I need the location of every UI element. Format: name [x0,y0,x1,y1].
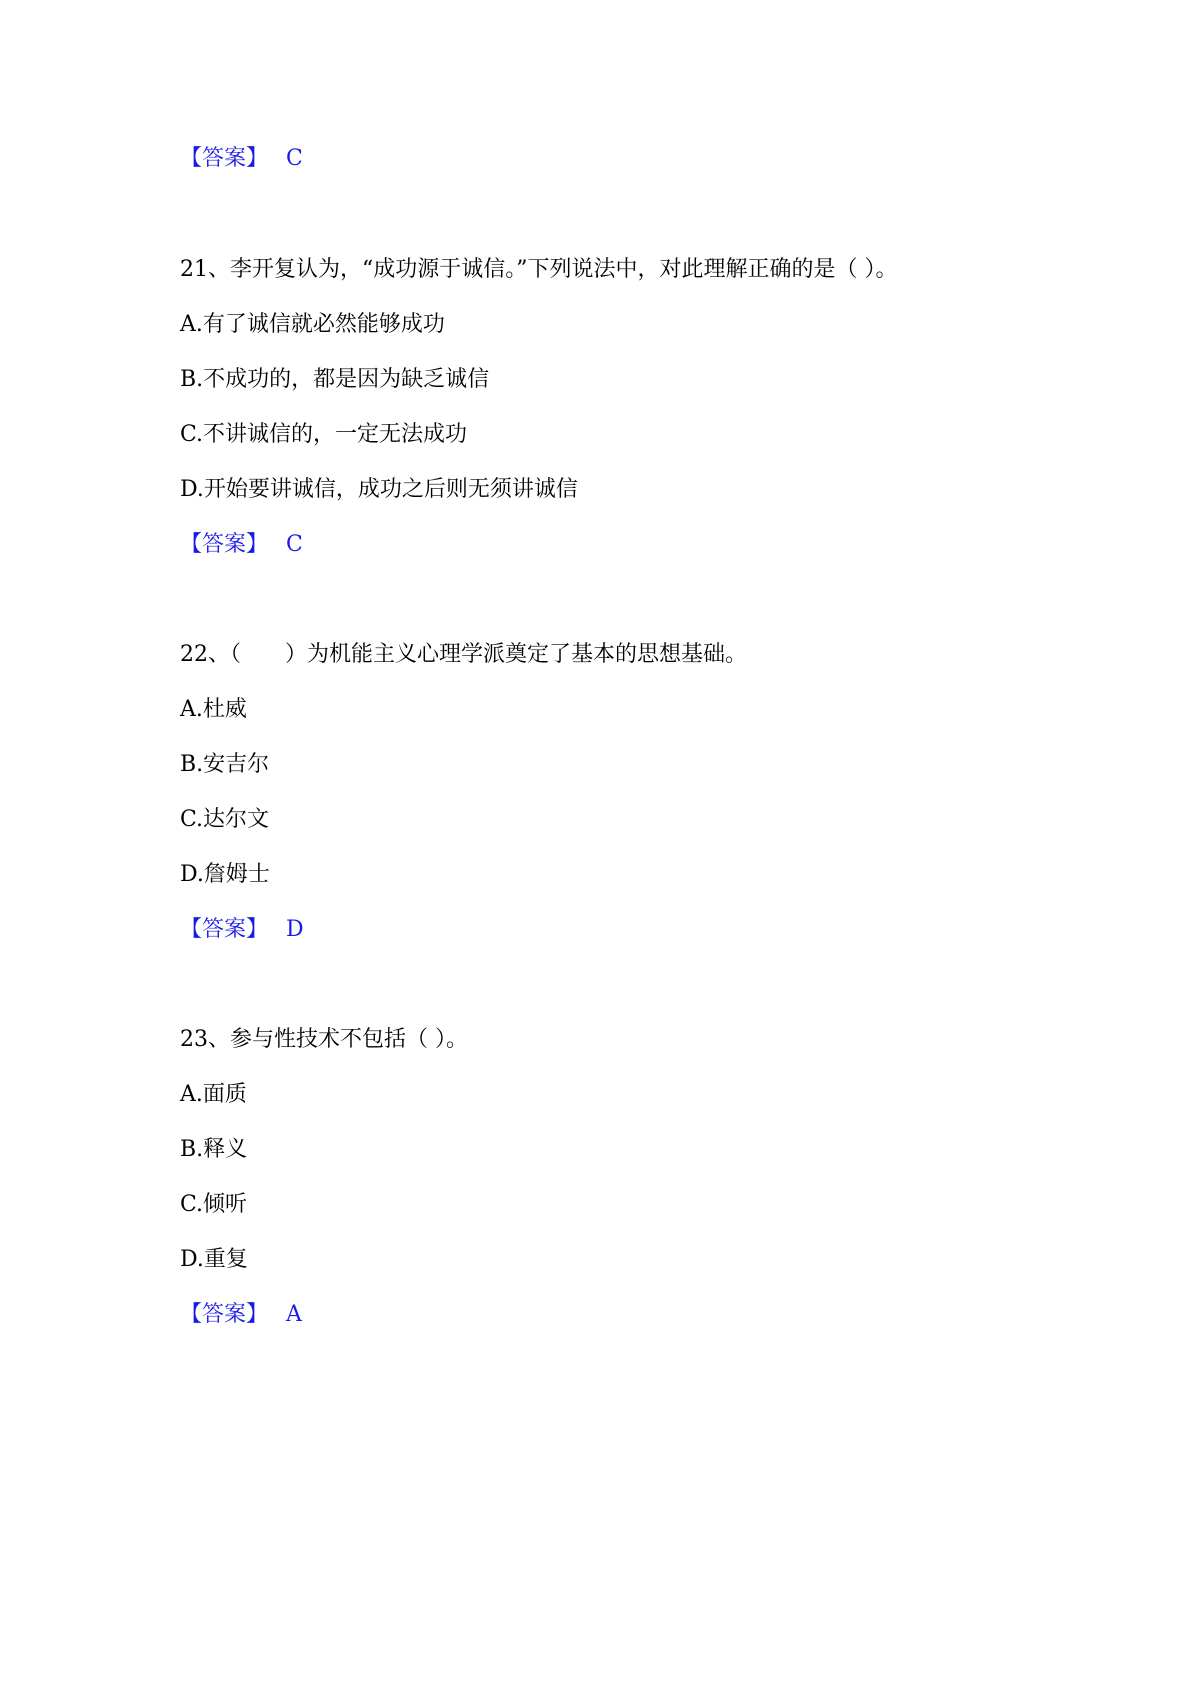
question-23-stem: 23、参与性技术不包括（ ）。 [180,1027,468,1052]
question-22-stem: 22、（ ）为机能主义心理学派奠定了基本的思想基础。 [180,642,747,667]
question-21-option-a: A.有了诚信就必然能够成功 [180,312,445,337]
question-21-option-d: D.开始要讲诚信，成功之后则无须讲诚信 [180,477,578,502]
answer-value: C [286,146,303,171]
answer-label: 【答案】 [180,532,269,557]
question-22-option-c: C.达尔文 [180,807,270,832]
question-23-option-d: D.重复 [180,1247,248,1272]
question-23-answer [180,1300,302,1330]
question-22-option-d: D.詹姆士 [180,862,270,887]
answer-value: C [286,532,303,557]
answer-label: 【答案】 [180,1302,269,1327]
answer-line-top [180,144,303,174]
question-21-answer [180,530,303,560]
question-22-answer [180,915,304,945]
answer-label: 【答案】 [180,146,269,171]
question-22-option-a: A.杜威 [180,697,247,722]
question-21-stem: 21、李开复认为，“成功源于诚信。”下列说法中，对此理解正确的是（ ）。 [180,257,898,282]
question-23-option-c: C.倾听 [180,1192,248,1217]
question-21-option-b: B.不成功的，都是因为缺乏诚信 [180,367,490,392]
question-23-option-a: A.面质 [180,1082,247,1107]
answer-value: D [286,917,304,942]
question-22-option-b: B.安吉尔 [180,752,270,777]
question-21-option-c: C.不讲诚信的，一定无法成功 [180,422,468,447]
answer-label: 【答案】 [180,917,269,942]
answer-value: A [286,1302,302,1327]
question-23-option-b: B.释义 [180,1137,248,1162]
